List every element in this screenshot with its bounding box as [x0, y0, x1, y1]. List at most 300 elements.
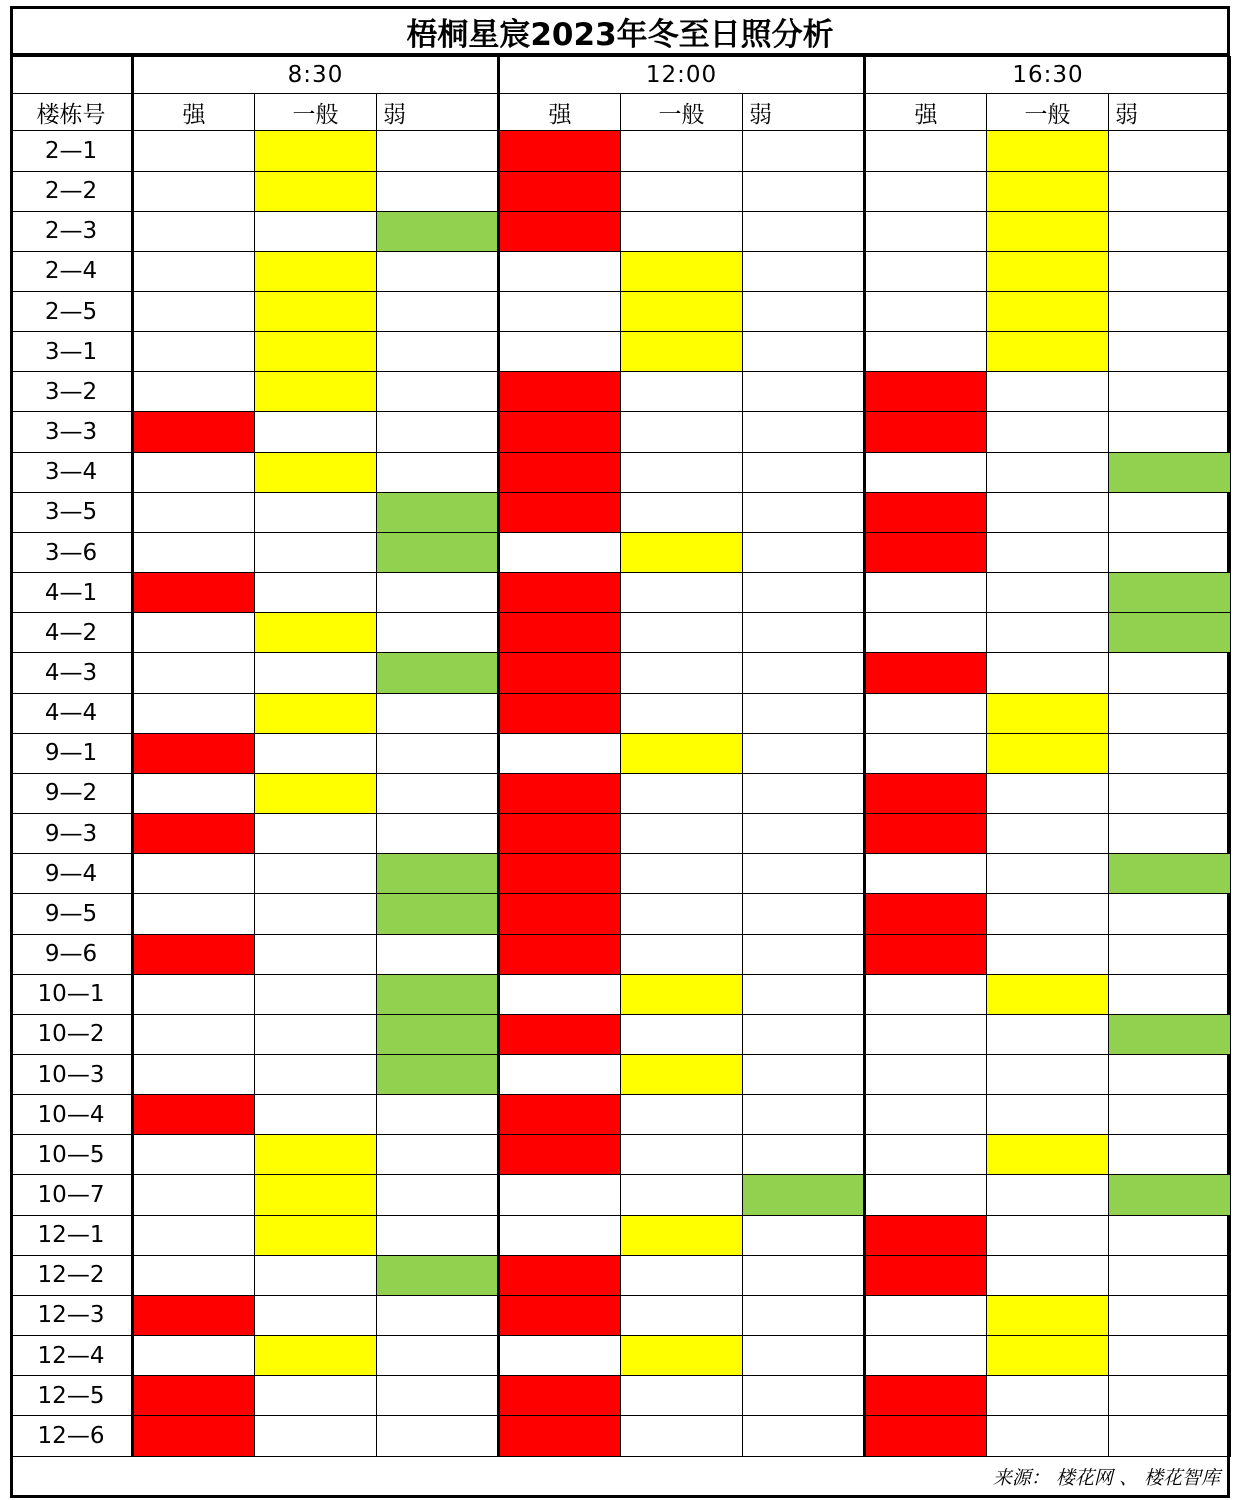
empty-cell — [865, 1014, 987, 1054]
level-fill-medium — [621, 1054, 743, 1094]
level-fill-medium — [621, 532, 743, 572]
table-row — [11, 613, 1231, 653]
building-column-header: 楼栋号 — [11, 94, 133, 131]
empty-cell — [377, 131, 499, 171]
empty-cell — [133, 974, 255, 1014]
empty-cell — [865, 613, 987, 653]
time-header-830: 8:30 — [133, 57, 499, 94]
level-fill-strong — [133, 573, 255, 613]
level-fill-medium — [621, 1336, 743, 1376]
building-cell: 2—2 — [11, 171, 133, 211]
empty-cell — [621, 653, 743, 693]
table-row — [11, 1336, 1231, 1376]
level-fill-strong — [865, 773, 987, 813]
empty-cell — [865, 854, 987, 894]
empty-cell — [1109, 1295, 1231, 1335]
level-fill-strong — [865, 492, 987, 532]
level-fill-medium — [987, 1336, 1109, 1376]
empty-cell — [499, 251, 621, 291]
level-fill-medium — [987, 693, 1109, 733]
table-row — [11, 573, 1231, 613]
level-fill-strong — [499, 1135, 621, 1175]
empty-cell — [499, 974, 621, 1014]
level-fill-weak — [1109, 452, 1231, 492]
building-cell: 2—3 — [11, 211, 133, 251]
empty-cell — [133, 693, 255, 733]
building-cell: 10—4 — [11, 1095, 133, 1135]
empty-cell — [499, 292, 621, 332]
empty-cell — [255, 1014, 377, 1054]
level-weak-header: 弱 — [743, 94, 865, 131]
time-header-1630: 16:30 — [865, 57, 1231, 94]
table-row — [11, 251, 1231, 291]
empty-cell — [377, 1175, 499, 1215]
level-fill-strong — [499, 1295, 621, 1335]
level-fill-weak — [743, 1175, 865, 1215]
empty-cell — [621, 854, 743, 894]
table-row — [11, 372, 1231, 412]
building-cell: 3—4 — [11, 452, 133, 492]
empty-cell — [1109, 693, 1231, 733]
empty-cell — [1109, 1054, 1231, 1094]
level-strong-header: 强 — [133, 94, 255, 131]
level-fill-strong — [865, 653, 987, 693]
table-row — [11, 1295, 1231, 1335]
level-fill-strong — [133, 1376, 255, 1416]
empty-cell — [621, 773, 743, 813]
empty-cell — [377, 1295, 499, 1335]
empty-cell — [377, 613, 499, 653]
building-cell: 9—5 — [11, 894, 133, 934]
empty-cell — [499, 1054, 621, 1094]
building-cell: 9—2 — [11, 773, 133, 813]
level-fill-medium — [987, 1295, 1109, 1335]
empty-cell — [987, 1175, 1109, 1215]
table-row — [11, 733, 1231, 773]
level-medium-header: 一般 — [987, 94, 1109, 131]
level-fill-medium — [255, 773, 377, 813]
sunlight-table — [10, 56, 1231, 1457]
empty-cell — [743, 452, 865, 492]
building-cell: 2—5 — [11, 292, 133, 332]
table-row — [11, 1215, 1231, 1255]
level-fill-medium — [255, 292, 377, 332]
empty-cell — [987, 412, 1109, 452]
empty-cell — [987, 1095, 1109, 1135]
level-weak-header: 弱 — [1109, 94, 1231, 131]
level-fill-weak — [377, 1054, 499, 1094]
building-cell: 12—4 — [11, 1336, 133, 1376]
empty-cell — [743, 171, 865, 211]
empty-cell — [133, 532, 255, 572]
level-fill-strong — [865, 934, 987, 974]
level-fill-weak — [377, 974, 499, 1014]
empty-cell — [743, 733, 865, 773]
empty-cell — [255, 1095, 377, 1135]
empty-cell — [621, 452, 743, 492]
empty-cell — [621, 492, 743, 532]
level-fill-strong — [499, 452, 621, 492]
level-fill-strong — [133, 1095, 255, 1135]
empty-cell — [377, 693, 499, 733]
level-fill-strong — [499, 653, 621, 693]
empty-cell — [865, 332, 987, 372]
empty-cell — [865, 693, 987, 733]
empty-cell — [743, 1135, 865, 1175]
empty-cell — [743, 1295, 865, 1335]
empty-cell — [743, 211, 865, 251]
empty-cell — [865, 573, 987, 613]
empty-cell — [1109, 733, 1231, 773]
table-row — [11, 854, 1231, 894]
building-cell: 3—5 — [11, 492, 133, 532]
empty-cell — [377, 1376, 499, 1416]
empty-cell — [133, 1215, 255, 1255]
empty-cell — [499, 1175, 621, 1215]
empty-cell — [621, 1095, 743, 1135]
level-fill-strong — [499, 372, 621, 412]
level-fill-weak — [1109, 854, 1231, 894]
table-row — [11, 292, 1231, 332]
empty-cell — [743, 412, 865, 452]
empty-cell — [743, 372, 865, 412]
empty-cell — [133, 894, 255, 934]
level-weak-header: 弱 — [377, 94, 499, 131]
empty-cell — [743, 1376, 865, 1416]
level-fill-strong — [865, 1376, 987, 1416]
empty-cell — [987, 894, 1109, 934]
empty-cell — [133, 372, 255, 412]
level-fill-medium — [987, 332, 1109, 372]
level-fill-medium — [255, 372, 377, 412]
empty-cell — [865, 131, 987, 171]
empty-cell — [255, 974, 377, 1014]
empty-cell — [499, 1215, 621, 1255]
empty-cell — [377, 372, 499, 412]
empty-cell — [865, 292, 987, 332]
level-medium-header: 一般 — [255, 94, 377, 131]
empty-cell — [255, 1054, 377, 1094]
empty-cell — [987, 653, 1109, 693]
empty-cell — [499, 1336, 621, 1376]
empty-cell — [621, 1416, 743, 1456]
level-fill-strong — [499, 171, 621, 211]
level-fill-medium — [621, 332, 743, 372]
empty-cell — [865, 974, 987, 1014]
empty-cell — [255, 1376, 377, 1416]
building-cell: 3—1 — [11, 332, 133, 372]
level-fill-medium — [621, 733, 743, 773]
building-cell: 12—6 — [11, 1416, 133, 1456]
level-medium-header: 一般 — [621, 94, 743, 131]
empty-cell — [377, 452, 499, 492]
empty-cell — [743, 773, 865, 813]
level-fill-strong — [865, 1416, 987, 1456]
empty-cell — [1109, 894, 1231, 934]
building-cell: 12—5 — [11, 1376, 133, 1416]
empty-cell — [987, 854, 1109, 894]
empty-cell — [133, 1054, 255, 1094]
level-fill-strong — [499, 854, 621, 894]
empty-cell — [865, 251, 987, 291]
level-fill-medium — [621, 251, 743, 291]
empty-cell — [255, 854, 377, 894]
level-fill-weak — [377, 211, 499, 251]
empty-cell — [865, 211, 987, 251]
level-fill-weak — [377, 854, 499, 894]
empty-cell — [255, 733, 377, 773]
empty-cell — [255, 1416, 377, 1456]
source-note: 来源： 楼花网 、 楼花智库 — [992, 1466, 1220, 1489]
level-fill-medium — [255, 251, 377, 291]
empty-cell — [865, 1175, 987, 1215]
level-fill-weak — [377, 894, 499, 934]
empty-cell — [621, 412, 743, 452]
empty-cell — [1109, 532, 1231, 572]
empty-cell — [621, 171, 743, 211]
empty-cell — [1109, 131, 1231, 171]
empty-cell — [255, 532, 377, 572]
empty-cell — [743, 292, 865, 332]
table-row — [11, 1014, 1231, 1054]
level-fill-medium — [987, 211, 1109, 251]
level-fill-strong — [133, 1295, 255, 1335]
empty-cell — [499, 532, 621, 572]
empty-cell — [743, 1054, 865, 1094]
empty-cell — [255, 1295, 377, 1335]
empty-cell — [133, 854, 255, 894]
level-fill-medium — [987, 171, 1109, 211]
level-fill-strong — [133, 934, 255, 974]
empty-cell — [865, 1054, 987, 1094]
empty-cell — [133, 332, 255, 372]
empty-cell — [865, 1135, 987, 1175]
level-fill-strong — [499, 1014, 621, 1054]
empty-cell — [377, 1336, 499, 1376]
level-fill-strong — [865, 412, 987, 452]
empty-cell — [987, 1014, 1109, 1054]
empty-cell — [1109, 974, 1231, 1014]
table-row — [11, 653, 1231, 693]
empty-cell — [255, 412, 377, 452]
table-row — [11, 332, 1231, 372]
empty-cell — [743, 1014, 865, 1054]
level-fill-strong — [499, 894, 621, 934]
empty-cell — [377, 412, 499, 452]
empty-cell — [621, 814, 743, 854]
empty-cell — [987, 532, 1109, 572]
table-row — [11, 1135, 1231, 1175]
level-fill-medium — [621, 1215, 743, 1255]
empty-cell — [621, 372, 743, 412]
empty-cell — [987, 1416, 1109, 1456]
building-cell: 3—2 — [11, 372, 133, 412]
empty-cell — [865, 452, 987, 492]
empty-cell — [377, 573, 499, 613]
empty-cell — [621, 211, 743, 251]
empty-cell — [133, 1014, 255, 1054]
empty-cell — [377, 773, 499, 813]
level-fill-strong — [133, 412, 255, 452]
empty-cell — [621, 1295, 743, 1335]
empty-cell — [1109, 292, 1231, 332]
empty-cell — [133, 613, 255, 653]
level-fill-weak — [377, 492, 499, 532]
empty-cell — [133, 452, 255, 492]
empty-cell — [377, 292, 499, 332]
empty-cell — [1109, 653, 1231, 693]
level-fill-weak — [377, 653, 499, 693]
empty-cell — [621, 894, 743, 934]
empty-cell — [743, 934, 865, 974]
empty-cell — [499, 733, 621, 773]
table-row — [11, 131, 1231, 171]
empty-cell — [987, 1255, 1109, 1295]
empty-cell — [1109, 1255, 1231, 1295]
empty-cell — [865, 1095, 987, 1135]
empty-cell — [133, 251, 255, 291]
building-cell: 4—3 — [11, 653, 133, 693]
empty-cell — [1109, 492, 1231, 532]
level-fill-strong — [499, 693, 621, 733]
level-fill-strong — [499, 1255, 621, 1295]
empty-cell — [743, 974, 865, 1014]
empty-cell — [255, 573, 377, 613]
empty-cell — [377, 814, 499, 854]
building-cell: 10—5 — [11, 1135, 133, 1175]
empty-cell — [133, 773, 255, 813]
level-fill-strong — [499, 492, 621, 532]
empty-cell — [987, 934, 1109, 974]
empty-cell — [743, 894, 865, 934]
empty-cell — [133, 211, 255, 251]
empty-cell — [377, 332, 499, 372]
empty-cell — [499, 332, 621, 372]
empty-cell — [987, 613, 1109, 653]
building-cell: 3—3 — [11, 412, 133, 452]
empty-cell — [987, 773, 1109, 813]
empty-cell — [987, 814, 1109, 854]
level-fill-strong — [499, 773, 621, 813]
table-row — [11, 1095, 1231, 1135]
level-fill-medium — [987, 131, 1109, 171]
empty-cell — [133, 171, 255, 211]
table-row — [11, 894, 1231, 934]
building-cell: 12—3 — [11, 1295, 133, 1335]
empty-cell — [1109, 1095, 1231, 1135]
building-cell: 10—3 — [11, 1054, 133, 1094]
empty-cell — [621, 1014, 743, 1054]
empty-cell — [133, 653, 255, 693]
empty-cell — [865, 733, 987, 773]
empty-cell — [255, 894, 377, 934]
empty-cell — [865, 1295, 987, 1335]
level-fill-medium — [255, 1135, 377, 1175]
empty-cell — [987, 452, 1109, 492]
table-row — [11, 974, 1231, 1014]
empty-cell — [743, 613, 865, 653]
empty-cell — [743, 1215, 865, 1255]
empty-cell — [987, 1215, 1109, 1255]
level-fill-medium — [255, 1175, 377, 1215]
empty-cell — [743, 653, 865, 693]
empty-cell — [987, 573, 1109, 613]
building-cell: 4—4 — [11, 693, 133, 733]
building-cell: 4—1 — [11, 573, 133, 613]
level-fill-strong — [865, 814, 987, 854]
building-cell: 9—4 — [11, 854, 133, 894]
empty-cell — [133, 1135, 255, 1175]
empty-cell — [1109, 211, 1231, 251]
level-fill-strong — [865, 1255, 987, 1295]
empty-cell — [743, 131, 865, 171]
empty-cell — [1109, 412, 1231, 452]
empty-cell — [1109, 773, 1231, 813]
page-title: 梧桐星宸2023年冬至日照分析 — [10, 6, 1230, 56]
empty-cell — [743, 332, 865, 372]
empty-cell — [987, 1054, 1109, 1094]
empty-cell — [377, 171, 499, 211]
empty-cell — [743, 492, 865, 532]
empty-cell — [377, 251, 499, 291]
empty-cell — [621, 131, 743, 171]
empty-cell — [621, 1175, 743, 1215]
level-fill-medium — [255, 171, 377, 211]
level-strong-header: 强 — [865, 94, 987, 131]
empty-cell — [133, 131, 255, 171]
empty-cell — [377, 1416, 499, 1456]
empty-cell — [743, 814, 865, 854]
level-fill-strong — [865, 894, 987, 934]
level-fill-medium — [255, 332, 377, 372]
table-row — [11, 492, 1231, 532]
table-row — [11, 412, 1231, 452]
empty-cell — [743, 573, 865, 613]
empty-cell — [987, 372, 1109, 412]
empty-cell — [1109, 332, 1231, 372]
building-cell: 4—2 — [11, 613, 133, 653]
level-fill-weak — [377, 1255, 499, 1295]
empty-cell — [255, 814, 377, 854]
empty-cell — [987, 1376, 1109, 1416]
level-fill-strong — [133, 733, 255, 773]
time-header-1200: 12:00 — [499, 57, 865, 94]
empty-cell — [743, 854, 865, 894]
level-fill-strong — [133, 814, 255, 854]
table-row — [11, 773, 1231, 813]
empty-cell — [865, 171, 987, 211]
empty-cell — [743, 1095, 865, 1135]
level-fill-medium — [987, 974, 1109, 1014]
empty-cell — [743, 1416, 865, 1456]
empty-cell — [987, 492, 1109, 532]
empty-cell — [621, 1135, 743, 1175]
building-cell: 10—7 — [11, 1175, 133, 1215]
level-fill-strong — [865, 532, 987, 572]
level-fill-strong — [499, 613, 621, 653]
level-fill-medium — [255, 1215, 377, 1255]
building-cell: 3—6 — [11, 532, 133, 572]
empty-cell — [865, 1336, 987, 1376]
level-strong-header: 强 — [499, 94, 621, 131]
building-cell: 10—2 — [11, 1014, 133, 1054]
level-header-row — [11, 94, 1231, 131]
empty-cell — [133, 292, 255, 332]
empty-cell — [1109, 1135, 1231, 1175]
table-row — [11, 1416, 1231, 1456]
empty-cell — [255, 934, 377, 974]
empty-cell — [377, 1095, 499, 1135]
